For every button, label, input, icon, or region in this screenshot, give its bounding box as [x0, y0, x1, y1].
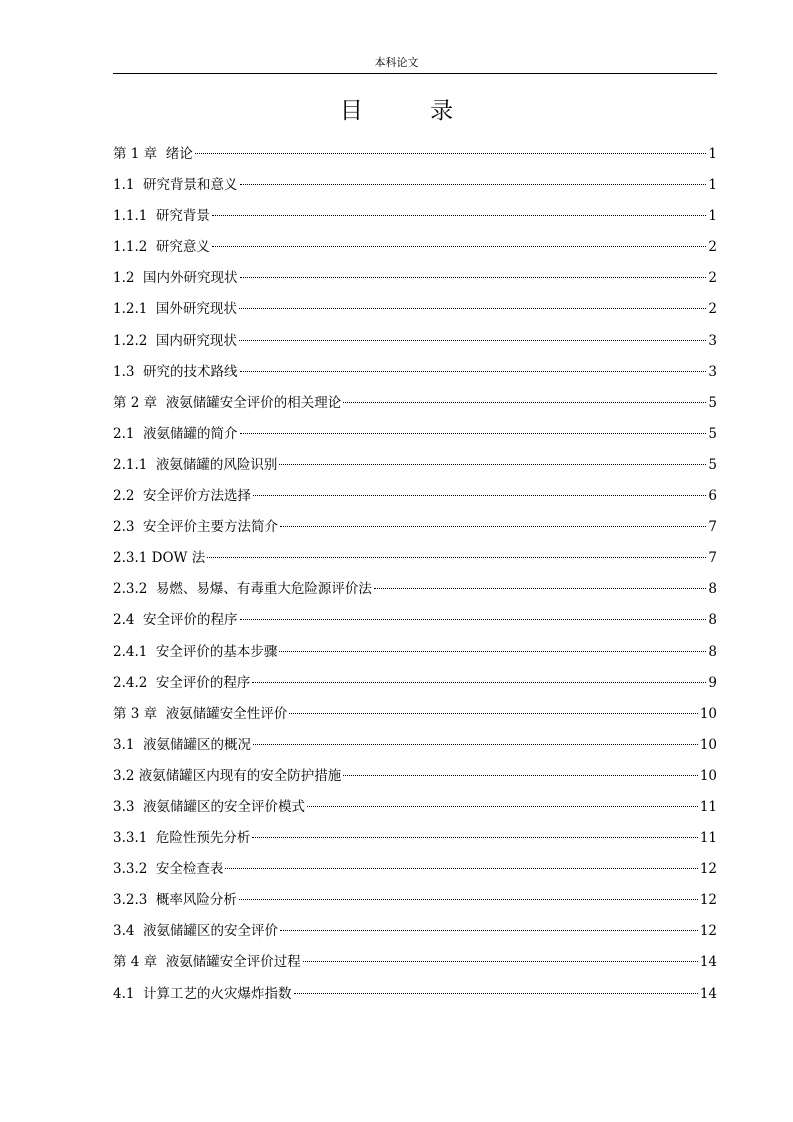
toc-dot-leader — [240, 371, 707, 372]
toc-entry[interactable] — [113, 263, 717, 294]
toc-entry-label: 1.3 研究的技术路线 — [113, 363, 238, 380]
toc-entry[interactable] — [113, 326, 717, 357]
toc-dot-leader — [240, 184, 707, 185]
toc-entry-label: 3.1 液氨储罐区的概况 — [113, 736, 252, 753]
toc-dot-leader — [225, 868, 697, 869]
toc-entry-label: 第 1 章 绪论 — [113, 146, 193, 162]
toc-entry-label: 第 4 章 液氨储罐安全评价过程 — [113, 954, 301, 971]
toc-dot-leader — [240, 619, 707, 620]
toc-dot-leader — [253, 744, 698, 745]
toc-entry-page-number: 8 — [708, 643, 717, 660]
toc-entry-page-number: 8 — [708, 581, 717, 598]
toc-entry-page-number: 2 — [708, 301, 717, 318]
toc-entry[interactable] — [113, 450, 717, 481]
toc-dot-leader — [253, 495, 706, 496]
toc-entry-page-number: 3 — [708, 363, 717, 380]
toc-entry-page-number: 1 — [708, 208, 717, 225]
toc-entry-page-number: 11 — [699, 830, 717, 847]
toc-entry-label: 1.1 研究背景和意义 — [113, 177, 238, 194]
toc-dot-leader — [280, 526, 706, 527]
toc-entry[interactable] — [113, 761, 717, 792]
toc-entry-page-number: 5 — [708, 456, 717, 473]
toc-entry-label: 2.3 安全评价主要方法简介 — [113, 519, 279, 536]
toc-entry[interactable] — [113, 170, 717, 201]
toc-entry-label: 1.2.2 国内研究现状 — [113, 332, 237, 349]
toc-entry[interactable] — [113, 916, 717, 947]
toc-entry-label: 2.1.1 液氨储罐的风险识别 — [113, 456, 278, 473]
toc-entry-page-number: 10 — [699, 705, 717, 722]
table-of-contents — [113, 139, 717, 1010]
toc-dot-leader — [279, 651, 706, 652]
toc-entry-label: 第 3 章 液氨储罐安全性评价 — [113, 705, 288, 722]
toc-entry-page-number: 3 — [708, 332, 717, 349]
toc-entry-label: 2.4.2 安全评价的程序 — [113, 674, 251, 691]
toc-dot-leader — [343, 402, 706, 403]
toc-dot-leader — [212, 246, 706, 247]
toc-dot-leader — [252, 837, 697, 838]
toc-entry-label: 2.4.1 安全评价的基本步骤 — [113, 643, 278, 660]
toc-entry-page-number: 2 — [708, 239, 717, 256]
toc-entry[interactable] — [113, 139, 717, 170]
toc-entry-page-number: 7 — [708, 519, 717, 536]
toc-entry-label: 2.2 安全评价方法选择 — [113, 488, 252, 505]
toc-entry[interactable] — [113, 388, 717, 419]
toc-entry[interactable] — [113, 419, 717, 450]
toc-dot-leader — [195, 153, 707, 154]
toc-entry[interactable] — [113, 885, 717, 916]
toc-entry[interactable] — [113, 605, 717, 636]
toc-dot-leader — [239, 340, 706, 341]
toc-entry[interactable] — [113, 947, 717, 978]
toc-entry-page-number: 14 — [699, 985, 717, 1002]
toc-entry[interactable] — [113, 543, 717, 574]
page-title: 目 录 — [339, 98, 484, 124]
running-header: 本科论文 — [374, 56, 419, 69]
header-rule — [113, 73, 717, 74]
toc-dot-leader — [343, 775, 698, 776]
toc-entry-page-number: 1 — [708, 146, 717, 162]
toc-dot-leader — [374, 588, 706, 589]
toc-dot-leader — [307, 806, 698, 807]
toc-entry-page-number: 7 — [708, 550, 717, 567]
toc-entry-label: 4.1 计算工艺的火灾爆炸指数 — [113, 985, 292, 1002]
toc-entry[interactable] — [113, 481, 717, 512]
toc-entry-label: 2.1 液氨储罐的简介 — [113, 425, 238, 442]
toc-entry-page-number: 14 — [699, 954, 717, 971]
toc-entry-label: 3.3.2 安全检查表 — [113, 861, 224, 878]
toc-entry-page-number: 2 — [708, 270, 717, 287]
toc-dot-leader — [239, 308, 706, 309]
toc-entry-page-number: 12 — [699, 861, 717, 878]
toc-entry-page-number: 10 — [699, 736, 717, 753]
toc-entry-label: 2.4 安全评价的程序 — [113, 612, 238, 629]
toc-dot-leader — [240, 433, 707, 434]
toc-entry-page-number: 12 — [699, 923, 717, 940]
toc-entry-label: 3.4 液氨储罐区的安全评价 — [113, 923, 279, 940]
toc-entry-label: 3.2 液氨储罐区内现有的安全防护措施 — [113, 767, 342, 784]
toc-dot-leader — [289, 713, 698, 714]
toc-entry[interactable] — [113, 232, 717, 263]
toc-entry-page-number: 9 — [708, 674, 717, 691]
toc-entry[interactable] — [113, 668, 717, 699]
toc-entry-label: 2.3.2 易燃、易爆、有毒重大危险源评价法 — [113, 581, 372, 598]
toc-dot-leader — [252, 682, 706, 683]
toc-entry-label: 1.1.2 研究意义 — [113, 239, 210, 256]
toc-entry-page-number: 8 — [708, 612, 717, 629]
toc-entry[interactable] — [113, 730, 717, 761]
toc-entry[interactable] — [113, 512, 717, 543]
toc-entry[interactable] — [113, 637, 717, 668]
toc-entry-page-number: 11 — [699, 798, 717, 815]
toc-entry-label: 1.2.1 国外研究现状 — [113, 301, 237, 318]
toc-entry-label: 3.3.1 危险性预先分析 — [113, 830, 251, 847]
toc-entry-page-number: 12 — [699, 892, 717, 909]
toc-entry-page-number: 1 — [708, 177, 717, 194]
toc-entry-page-number: 6 — [708, 488, 717, 505]
toc-dot-leader — [207, 557, 706, 558]
toc-entry-page-number: 5 — [708, 425, 717, 442]
toc-entry[interactable] — [113, 357, 717, 388]
toc-entry[interactable] — [113, 699, 717, 730]
toc-entry-page-number: 5 — [708, 394, 717, 411]
toc-dot-leader — [279, 464, 706, 465]
toc-entry-label: 1.1.1 研究背景 — [113, 208, 210, 225]
toc-entry[interactable] — [113, 823, 717, 854]
toc-entry[interactable] — [113, 201, 717, 232]
toc-dot-leader — [239, 899, 698, 900]
toc-entry-label: 第 2 章 液氨储罐安全评价的相关理论 — [113, 394, 342, 411]
toc-entry[interactable] — [113, 854, 717, 885]
toc-entry-label: 3.3 液氨储罐区的安全评价模式 — [113, 798, 306, 815]
toc-dot-leader — [280, 930, 698, 931]
toc-entry[interactable] — [113, 294, 717, 325]
toc-entry-page-number: 10 — [699, 767, 717, 784]
toc-dot-leader — [294, 993, 698, 994]
toc-entry[interactable] — [113, 792, 717, 823]
toc-dot-leader — [240, 277, 707, 278]
toc-dot-leader — [212, 215, 706, 216]
toc-entry-label: 1.2 国内外研究现状 — [113, 270, 238, 287]
toc-entry[interactable] — [113, 979, 717, 1010]
toc-entry-label: 2.3.1 DOW 法 — [113, 550, 206, 567]
toc-entry[interactable] — [113, 574, 717, 605]
toc-entry-label: 3.2.3 概率风险分析 — [113, 892, 237, 909]
toc-dot-leader — [303, 961, 698, 962]
